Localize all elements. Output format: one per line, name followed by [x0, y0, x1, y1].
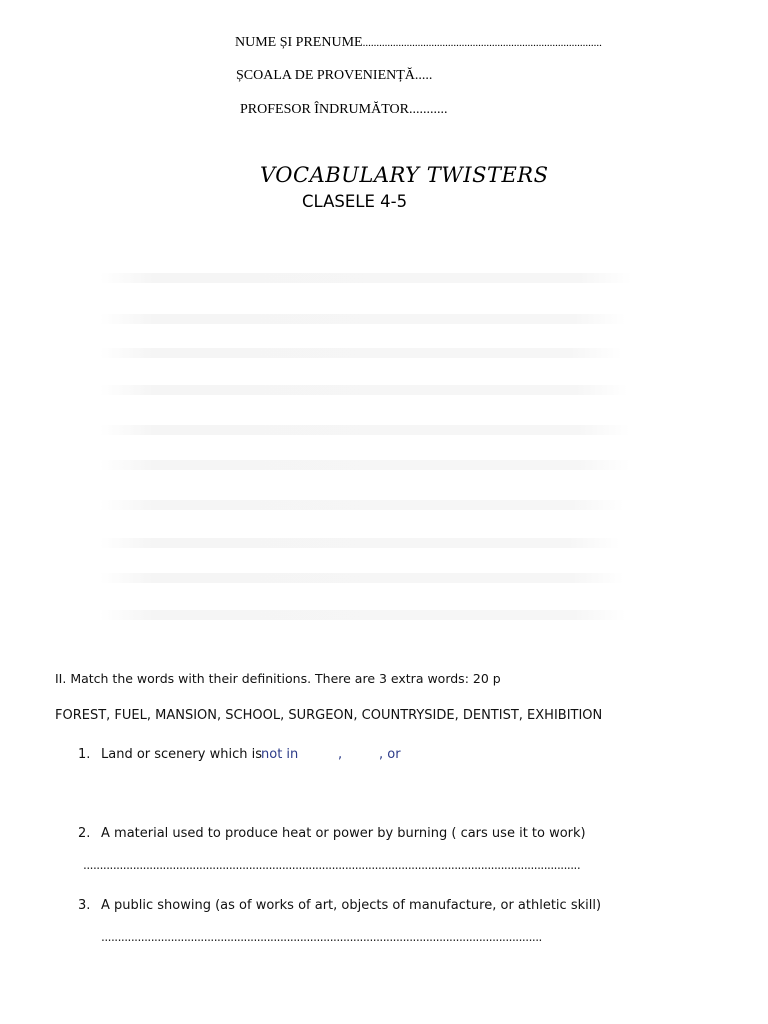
list-item: [78, 898, 90, 913]
item-number: 1.: [78, 747, 91, 762]
item-text: [101, 747, 262, 762]
list-item: [78, 747, 90, 762]
school-dots: .....: [414, 68, 433, 83]
item-blue-text-3: , or: [379, 747, 401, 762]
name-dots: .......................................................................................: [362, 37, 602, 49]
school-label: ȘCOALA DE PROVENIENȚĂ: [236, 68, 415, 83]
list-item: [78, 826, 90, 841]
item-blue-text-2: ,: [338, 747, 343, 762]
answer-line: .....................................................................................................................................: [101, 930, 542, 944]
name-field: [235, 35, 602, 51]
answer-line: ......................................................................................................................................................: [83, 858, 581, 872]
item-number: 3.: [78, 898, 91, 913]
teacher-field: [240, 102, 447, 118]
name-label: NUME ȘI PRENUME: [235, 35, 363, 50]
item-definition: A public showing (as of works of art, objects of manufacture, or athletic skill): [101, 898, 602, 913]
exercise-instruction: II. Match the words with their definitions. There are 3 extra words: 20 p: [55, 671, 501, 686]
teacher-label: PROFESOR ÎNDRUMĂTOR: [240, 102, 409, 117]
item-definition: Land or scenery which is: [101, 747, 262, 762]
page-title: VOCABULARY TWISTERS: [260, 163, 549, 187]
school-field: [236, 68, 432, 84]
item-number: 2.: [78, 826, 91, 841]
item-blue-text-1: not in: [261, 747, 299, 762]
word-bank: FOREST, FUEL, MANSION, SCHOOL, SURGEON, COUNTRYSIDE, DENTIST, EXHIBITION: [55, 708, 603, 723]
teacher-dots: ...........: [408, 102, 448, 117]
page-subtitle: CLASELE 4-5: [302, 192, 408, 211]
item-definition: A material used to produce heat or power by burning ( cars use it to work): [101, 826, 586, 841]
